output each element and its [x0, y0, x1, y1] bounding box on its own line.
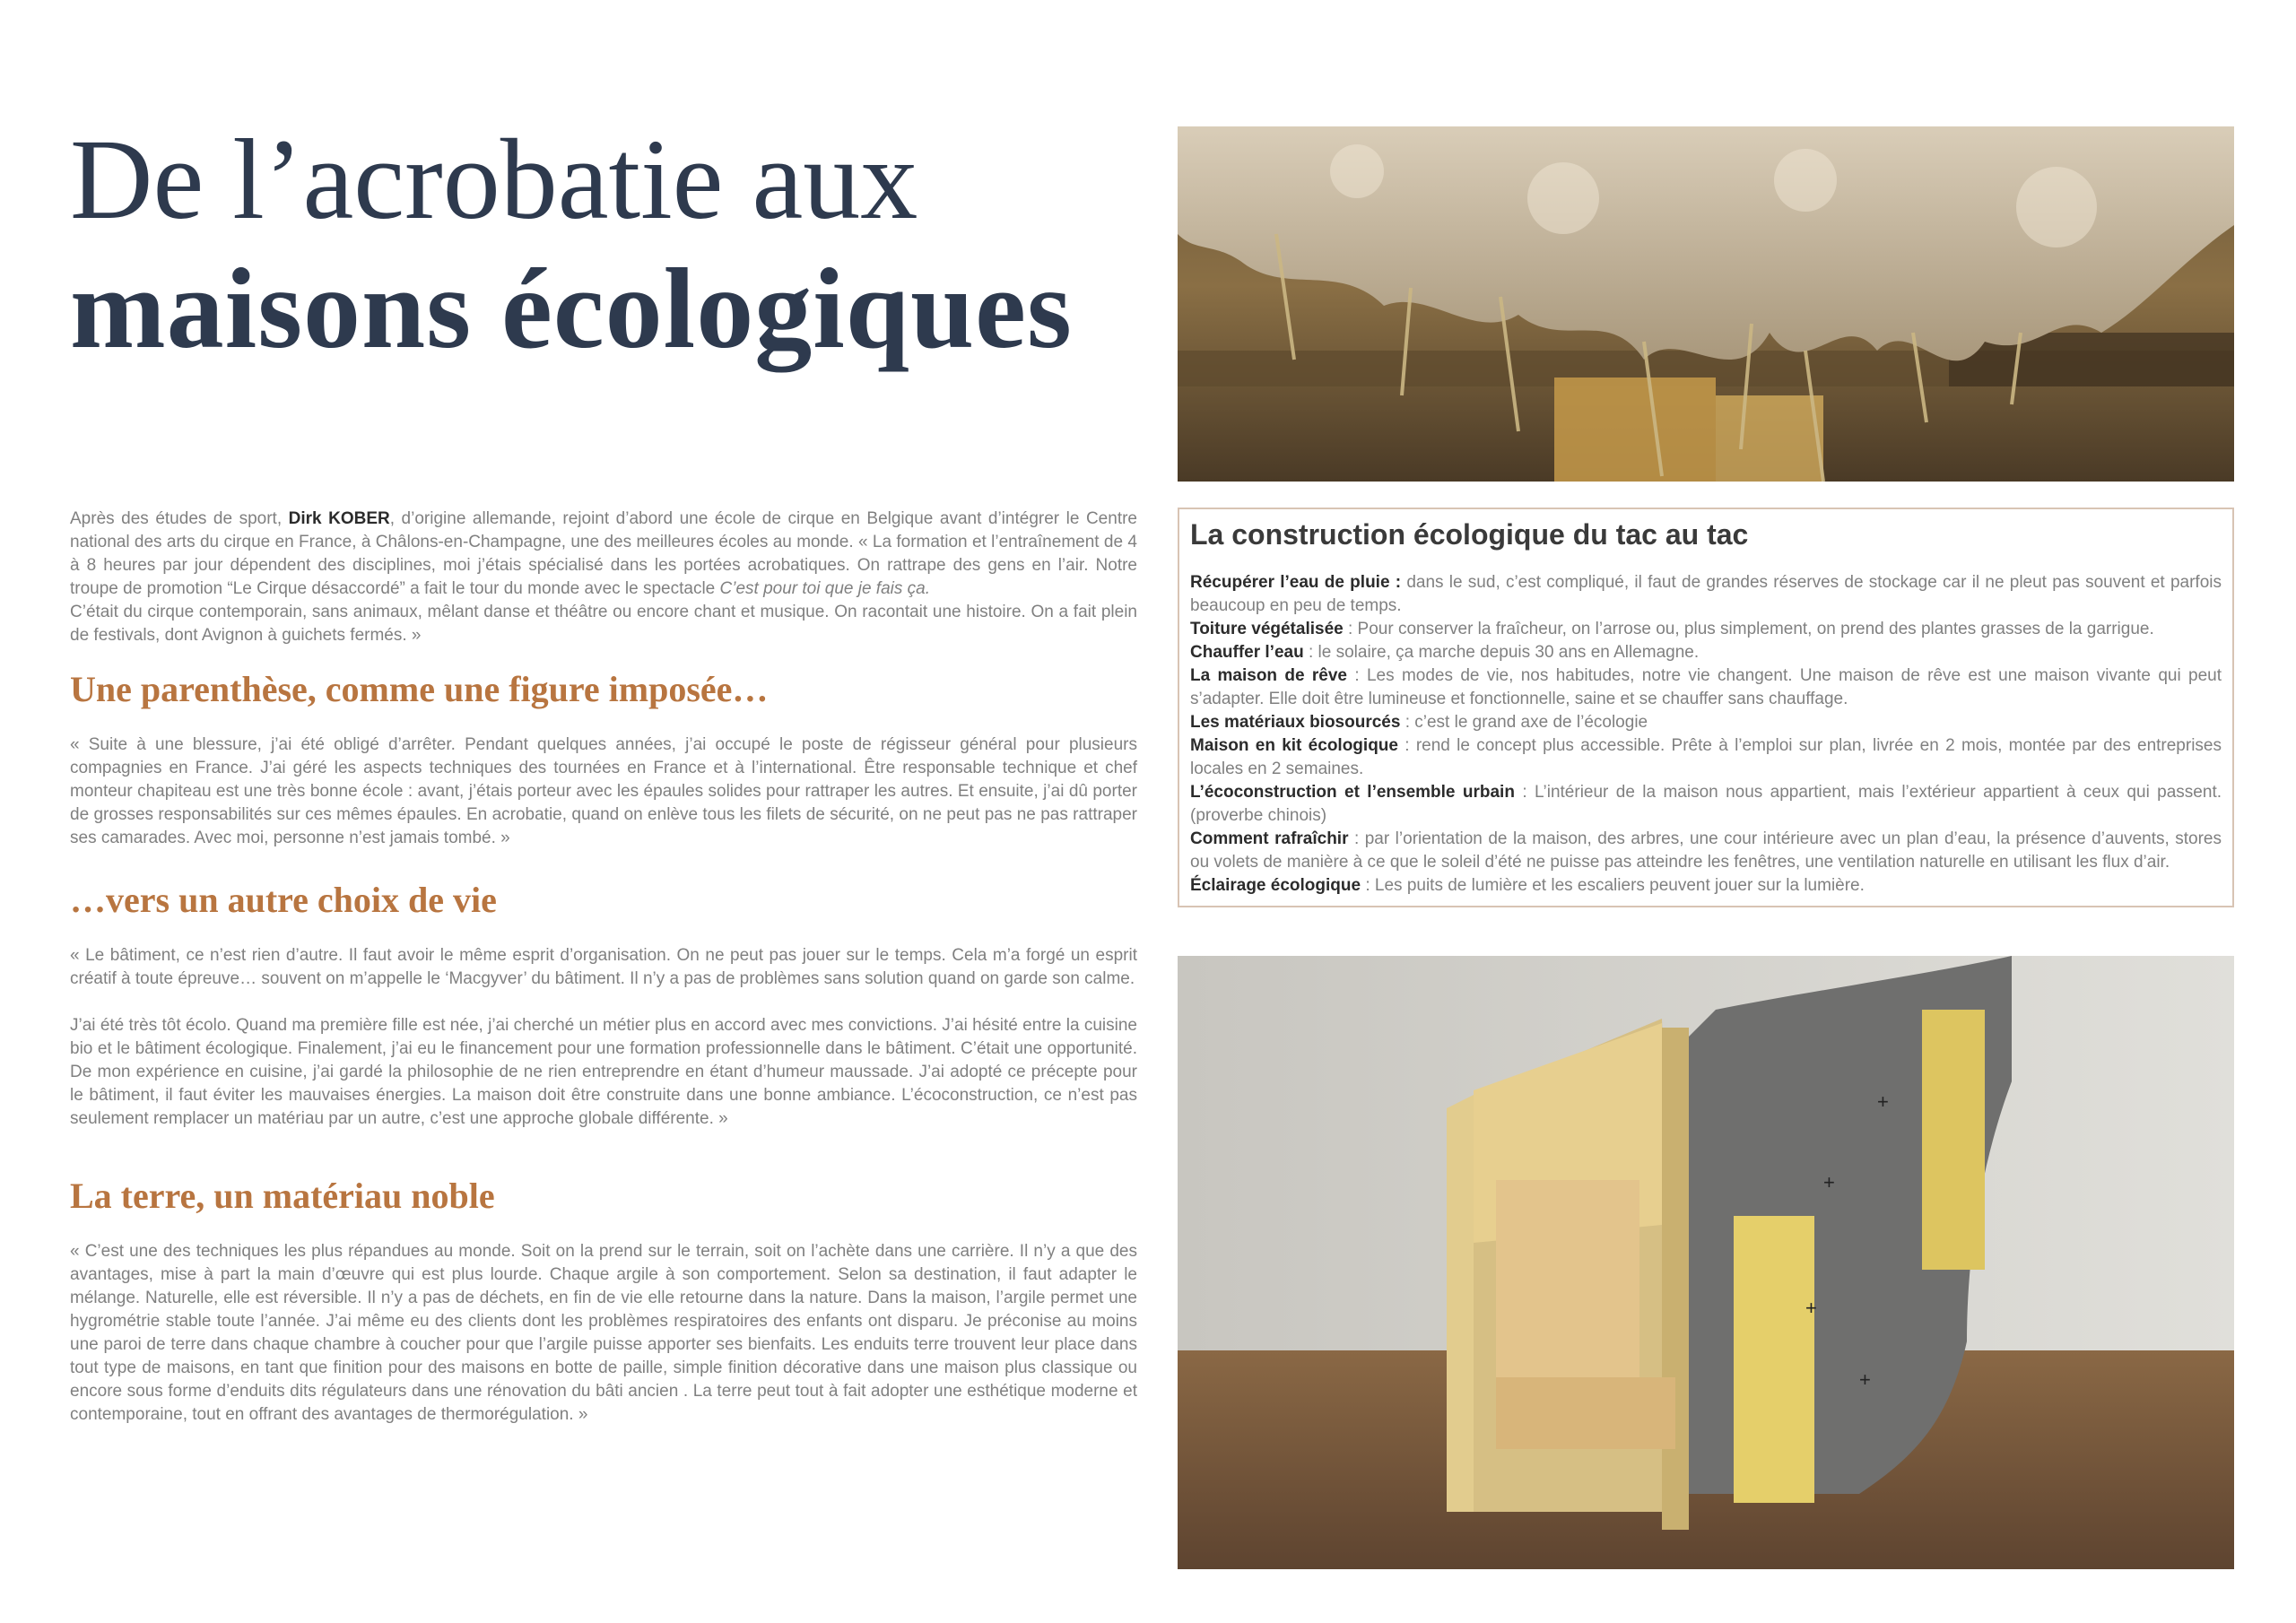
- wall-sample-photo: [1178, 956, 2234, 1569]
- section-2-body: [70, 944, 1137, 1131]
- section-paragraph: « C’est une des techniques les plus répandues au monde. Soit on la prend sur le terrain, soit on l’achète dans une carrière. Il n’y a que des avantages, mise à part la main d’œuvre qui est plus lourde. Chaque argile à son comportement. Selon sa destination, il faut adapter le mélange. Naturelle, elle est réversible. Il n’y a pas de déchets, en fin de vie elle retourne dans la nature. Dans la maison, l’argile permet une hygrométrie stable toute l’année. J’ai même eu des clients dont les problèmes respiratoires des enfants ont disparu. Je préconise au moins une paroi de terre dans chaque chambre à coucher pour que l’argile puisse apporter ses bienfaits. Les enduits terre trouvent leur place dans tout type de maisons, en tant que finition pour des maisons en botte de paille, simple finition décorative dans une maison plus classique ou encore sous forme d’enduits dits régulateurs dans une rénovation du bâti ancien . La terre peut tout à fait adopter une esthétique moderne et contemporaine, tout en offrant des avantages de thermorégulation. »: [70, 1242, 1137, 1424]
- box-item: Récupérer l’eau de pluie : dans le sud, c’est compliqué, il faut de grandes réserves de stockage car il ne pleut pas souvent et parfois beaucoup en peu de temps.: [1190, 573, 2222, 615]
- intro-block: [70, 508, 1137, 647]
- box-item: Les matériaux biosourcés : c’est le grand axe de l’écologie: [1190, 713, 1648, 732]
- box-item: Toiture végétalisée : Pour conserver la fraîcheur, on l’arrose ou, plus simplement, on prend des plantes grasses de la garrigue.: [1190, 620, 2154, 638]
- svg-text:+: +: [1859, 1368, 1871, 1391]
- section-heading-3: La terre, un matériau noble: [70, 1176, 495, 1216]
- section-heading-2: …vers un autre choix de vie: [70, 880, 497, 920]
- box-item: Comment rafraîchir : par l’orientation de la maison, des arbres, une cour intérieure avec un plan d’eau, la présence d’auvents, stores ou volets de manière à ce que le soleil d’été ne puisse pas atteindre les fenêtres, une ventilation naturelle en utilisant les flux d’air.: [1190, 829, 2222, 872]
- page-title: [70, 115, 1110, 373]
- box-item: La maison de rêve : Les modes de vie, nos habitudes, notre vie changent. Une maison de rêve est une maison vivante qui peut s’adapter. Elle doit être lumineuse et fonctionnelle, saine et se chauffer sans chauffage.: [1190, 666, 2222, 708]
- svg-text:+: +: [1877, 1090, 1889, 1113]
- section-paragraph: « Suite à une blessure, j’ai été obligé d’arrêter. Pendant quelques années, j’ai occupé le poste de régisseur général pour plusieurs compagnies en France. J’ai géré les aspects techniques des tournées en France et à l’international. Être responsable technique et chef monteur chapiteau est une très bonne école : avant, j’étais porteur avec les épaules solides pour rattraper les autres. Et ensuite, j’ai dû porter de grosses responsabilités sur ces mêmes épaules. En acrobatie, quand on enlève tous les filets de sécurité, on ne peut pas ne pas rattraper ses camarades. Avec moi, personne n’est jamais tombé. »: [70, 735, 1137, 847]
- eco-construction-box: [1178, 508, 2234, 907]
- section-1-body: [70, 733, 1137, 850]
- intro-paragraph: Après des études de sport, Dirk KOBER, d’origine allemande, rejoint d’abord une école de cirque en Belgique avant d’intégrer le Centre national des arts du cirque en France, à Châlons-en-Champagne, une des meilleures écoles au monde. « La formation et l’entraînement de 4 à 8 heures par jour dépendent des disciplines, moi j’étais spécialisé dans les portées acrobatiques. On rattrape des gens en l’air. Notre troupe de promotion “Le Cirque désaccordé” a fait le tour du monde avec le spectacle C’est pour toi que je fais ça. C’était du cirque contemporain, sans animaux, mêlant danse et théâtre ou encore chant et musique. On racontait une histoire. On a fait plein de festivals, dont Avignon à guichets fermés. »: [70, 509, 1137, 645]
- box-item: L’écoconstruction et l’ensemble urbain : L’intérieur de la maison nous appartient, mais l’extérieur appartient à ceux qui passent. (proverbe chinois): [1190, 783, 2222, 825]
- title-line-2: maisons écologiques: [70, 245, 1073, 372]
- box-title: La construction écologique du tac au tac: [1190, 518, 1749, 551]
- straw-clay-photo: [1178, 126, 2234, 482]
- box-item: Chauffer l’eau : le solaire, ça marche depuis 30 ans en Allemagne.: [1190, 643, 1700, 662]
- section-heading-1: Une parenthèse, comme une figure imposée…: [70, 669, 769, 709]
- section-paragraph: « Le bâtiment, ce n’est rien d’autre. Il faut avoir le même esprit d’organisation. On ne peut pas jouer sur le temps. Cela m’a forgé un esprit créatif à toute épreuve… souvent on m’appelle le ‘Macgyver’ du bâtiment. Il n’y a pas de problèmes sans solution quand on garde son calme.: [70, 946, 1137, 988]
- box-item: Maison en kit écologique : rend le concept plus accessible. Prête à l’emploi sur plan, livrée en 2 mois, montée par des entreprises locales en 2 semaines.: [1190, 736, 2222, 778]
- title-line-1: De l’acrobatie aux: [70, 116, 918, 243]
- svg-text:+: +: [1805, 1297, 1817, 1319]
- section-paragraph: J’ai été très tôt écolo. Quand ma première fille est née, j’ai cherché un métier plus en accord avec mes convictions. J’ai hésité entre la cuisine bio et le bâtiment écologique. Finalement, j’ai eu le financement pour une formation professionnelle dans le bâtiment. C’était une opportunité. De mon expérience en cuisine, j’ai gardé la philosophie de ne rien entreprendre en étant d’humeur maussade. J’ai adopté ce précepte pour le bâtiment, il faut éviter les mauvaises énergies. La maison doit être construite dans une bonne ambiance. L’écoconstruction, ce n’est pas seulement remplacer un matériau par un autre, c’est une approche globale différente. »: [70, 1016, 1137, 1128]
- box-item: Éclairage écologique : Les puits de lumière et les escaliers peuvent jouer sur la lumière.: [1190, 876, 1865, 895]
- svg-text:+: +: [1823, 1171, 1835, 1193]
- person-name: Dirk KOBER: [288, 509, 390, 528]
- section-3-body: [70, 1240, 1137, 1427]
